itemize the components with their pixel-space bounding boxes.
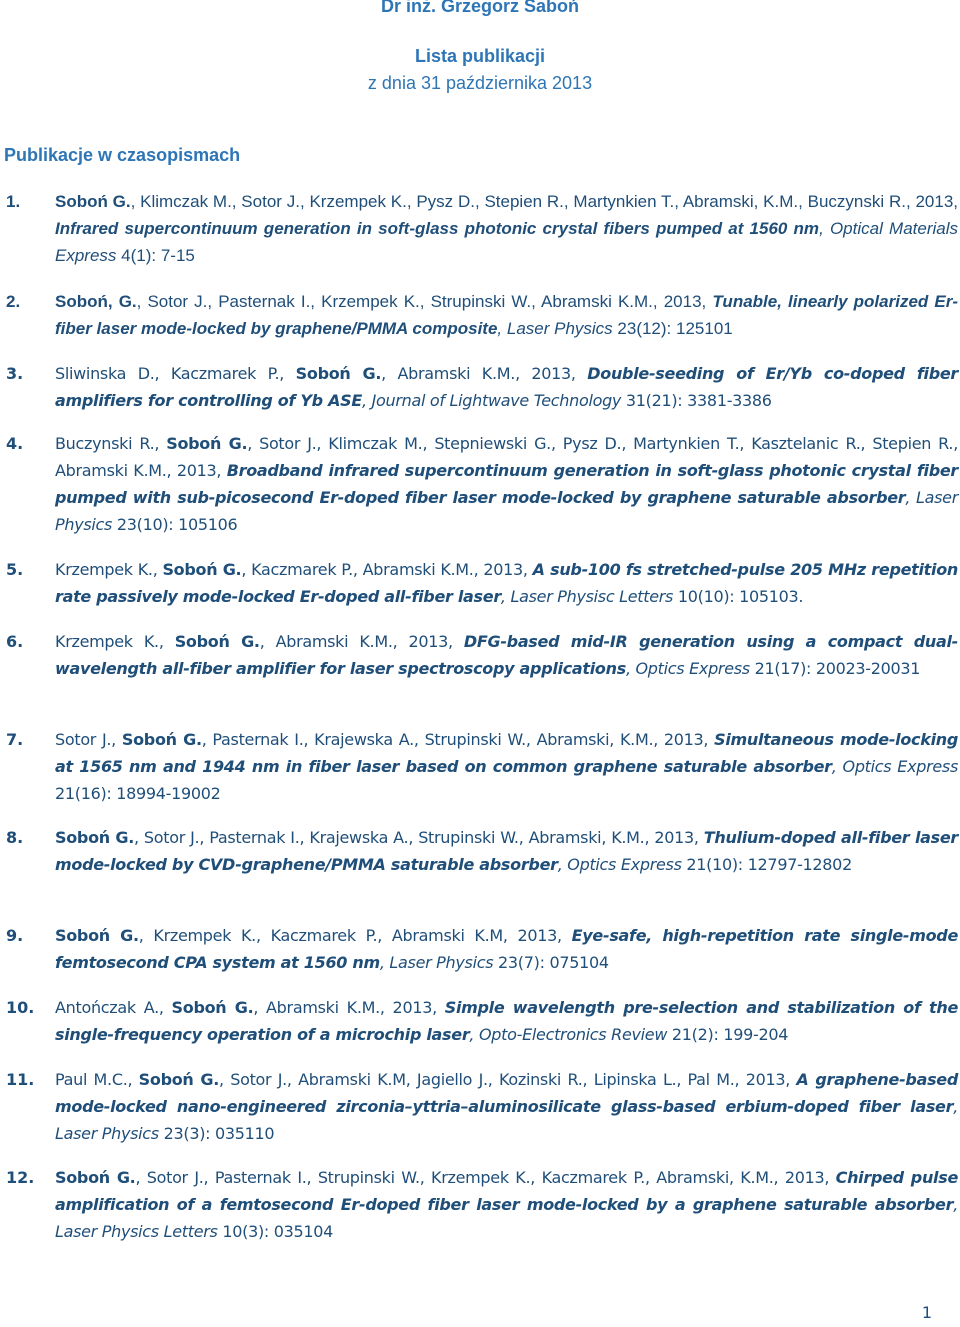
publication-journal: , Laser Physisc Letters	[500, 587, 674, 606]
publication-journal: , Optics Express	[831, 757, 959, 776]
publication-lead-authors: Krzempek K.,	[55, 560, 163, 579]
publication-highlight-author: Soboń G.	[171, 998, 254, 1017]
publication-authors: , Pasternak I., Krajewska A., Strupinski W., Abramski, K.M., 2013,	[201, 730, 715, 749]
publication-number: 12.	[6, 1168, 35, 1187]
publication-authors: , Sotor J., Pasternak I., Strupinski W., Krzempek K., Kaczmarek P., Abramski, K.M., 2013,	[135, 1168, 836, 1187]
publication-title: A sub-100 fs stretched-pulse 205 MHz repetition rate passively mode-locked Er-doped all-fiber laser	[55, 560, 958, 606]
publication-number: 6.	[6, 632, 24, 651]
publication-reference: 10(3): 035104	[217, 1222, 334, 1241]
publication-highlight-author: Soboń G.	[138, 1070, 220, 1089]
publication-number: 5.	[6, 560, 24, 579]
publication-number: 10.	[6, 998, 35, 1017]
publication-title: Tunable, linearly polarized Er-fiber laser mode-locked by graphene/PMMA composite	[55, 292, 958, 338]
publication-text	[55, 360, 958, 414]
publication-reference: 4(1): 7-15	[116, 246, 195, 265]
publication-journal: , Laser Physics Letters	[55, 1195, 958, 1241]
publication-title: Infrared supercontinuum generation in soft-glass photonic crystal fibers pumped at 1560 nm	[55, 219, 820, 238]
publication-reference: 21(10): 12797-12802	[681, 855, 852, 874]
publication-authors: , Abramski K.M., 2013,	[253, 998, 445, 1017]
publication-title: Thulium-doped all-fiber laser mode-locked by CVD-graphene/PMMA saturable absorber	[55, 828, 958, 874]
publication-title: Simple wavelength pre-selection and stabilization of the single-frequency operation of a microchip laser	[55, 998, 958, 1044]
publication-reference: 31(21): 3381-3386	[621, 391, 772, 410]
publication-authors: , Sotor J., Abramski K.M, Jagiello J., Kozinski R., Lipinska L., Pal M., 2013,	[219, 1070, 797, 1089]
publication-authors: , Klimczak M., Sotor J., Krzempek K., Pysz D., Stepien R., Martynkien T., Abramski, K.M., Buczynski R., 2013,	[130, 192, 958, 211]
publication-journal: , Journal of Lightwave Technology	[362, 391, 622, 410]
publication-journal: , Laser Physics	[497, 319, 613, 338]
publication-highlight-author: Soboń G.	[55, 828, 135, 847]
publication-highlight-author: Soboń G.	[166, 434, 248, 453]
publication-number: 11.	[6, 1070, 35, 1089]
publication-highlight-author: Soboń G.	[55, 926, 139, 945]
publication-highlight-author: Soboń G.	[174, 632, 260, 651]
publication-text	[55, 994, 958, 1048]
publication-journal: , Laser Physics	[55, 488, 958, 534]
publication-authors: , Abramski K.M., 2013,	[381, 364, 588, 383]
publication-reference: 21(16): 18994-19002	[55, 784, 221, 803]
publication-authors: , Abramski K.M., 2013,	[259, 632, 464, 651]
publication-title: Broadband infrared supercontinuum generation in soft-glass photonic crystal fiber pumped with sub-picosecond Er-doped fiber laser mode-locked by graphene saturable absorber	[55, 461, 959, 507]
publication-journal: , Laser Physics	[55, 1097, 958, 1143]
publication-title: A graphene-based mode-locked nano-engineered zirconia–yttria–aluminosilicate glass-based erbium-doped fiber laser	[55, 1070, 958, 1116]
publication-number: 2.	[6, 292, 21, 311]
publication-lead-authors: Paul M.C.,	[55, 1070, 139, 1089]
publication-journal: , Optical Materials Express	[55, 219, 958, 265]
publication-reference: 21(2): 199-204	[667, 1025, 789, 1044]
section-heading: Publikacje w czasopismach	[4, 145, 241, 165]
publication-title: Simultaneous mode-locking at 1565 nm and 1944 nm in fiber laser based on common graphene saturable absorber	[55, 730, 958, 776]
publication-reference: 10(10): 105103.	[673, 587, 804, 606]
publication-journal: , Optics Express	[557, 855, 682, 874]
publication-highlight-author: Soboń, G.	[55, 292, 137, 311]
publication-text	[55, 922, 958, 976]
publication-highlight-author: Soboń G.	[55, 192, 131, 211]
list-title: Lista publikacji	[414, 46, 546, 66]
publication-text	[55, 1164, 958, 1245]
publication-journal: , Opto-Electronics Review	[469, 1025, 668, 1044]
publication-title: Eye-safe, high-repetition rate single-mode femtosecond CPA system at 1560 nm	[55, 926, 959, 972]
publication-text	[55, 556, 958, 610]
publication-authors: , Sotor J., Pasternak I., Krzempek K., Strupinski W., Abramski K.M., 2013,	[136, 292, 713, 311]
publication-authors: , Sotor J., Klimczak M., Stepniewski G., Pysz D., Martynkien T., Kasztelanic R., Stepien R., Abramski K.M., 2013,	[55, 434, 958, 480]
publication-lead-authors: Antończak A.,	[55, 998, 172, 1017]
publication-lead-authors: Buczynski R.,	[55, 434, 167, 453]
publication-text	[55, 288, 958, 342]
publication-authors: , Krzempek K., Kaczmarek P., Abramski K.M, 2013,	[138, 926, 572, 945]
publication-text	[55, 188, 958, 269]
publication-title: DFG-based mid-IR generation using a compact dual-wavelength all-fiber amplifier for laser spectroscopy applications	[55, 632, 958, 678]
publication-reference: 23(12): 125101	[612, 319, 733, 338]
publication-text	[55, 1066, 958, 1147]
publication-reference: 21(17): 20023-20031	[749, 659, 921, 678]
publication-authors: , Sotor J., Pasternak I., Krajewska A., Strupinski W., Abramski, K.M., 2013,	[134, 828, 704, 847]
publication-journal: , Laser Physics	[379, 953, 494, 972]
publication-number: 9.	[6, 926, 24, 945]
publication-text	[55, 628, 958, 682]
publication-number: 7.	[6, 730, 24, 749]
page-number: 1	[921, 1303, 932, 1322]
publication-title: Chirped pulse amplification of a femtosecond Er-doped fiber laser mode-locked by a graphene saturable absorber	[55, 1168, 958, 1214]
publication-reference: 23(7): 075104	[493, 953, 609, 972]
publication-journal: , Optics Express	[625, 659, 750, 678]
date-line: z dnia 31 października 2013	[367, 73, 593, 93]
publication-lead-authors: Sotor J.,	[55, 730, 122, 749]
publication-highlight-author: Soboń G.	[295, 364, 382, 383]
publication-highlight-author: Soboń G.	[55, 1168, 136, 1187]
publication-authors: , Kaczmarek P., Abramski K.M., 2013,	[241, 560, 533, 579]
publication-number: 4.	[6, 434, 24, 453]
publication-reference: 23(10): 105106	[112, 515, 238, 534]
publication-number: 8.	[6, 828, 24, 847]
publication-number: 1.	[6, 192, 21, 211]
publication-highlight-author: Soboń G.	[121, 730, 202, 749]
publication-number: 3.	[6, 364, 24, 383]
publication-lead-authors: Sliwinska D., Kaczmarek P.,	[55, 364, 296, 383]
publication-text	[55, 726, 958, 807]
publication-text	[55, 430, 958, 538]
publication-title: Double-seeding of Er/Yb co-doped fiber amplifiers for controlling of Yb ASE	[55, 364, 959, 410]
publication-reference: 23(3): 035110	[158, 1124, 275, 1143]
publication-text	[55, 824, 958, 878]
publication-highlight-author: Soboń G.	[162, 560, 242, 579]
author-heading: Dr inż. Grzegorz Saboń	[380, 0, 580, 16]
publication-lead-authors: Krzempek K.,	[55, 632, 175, 651]
